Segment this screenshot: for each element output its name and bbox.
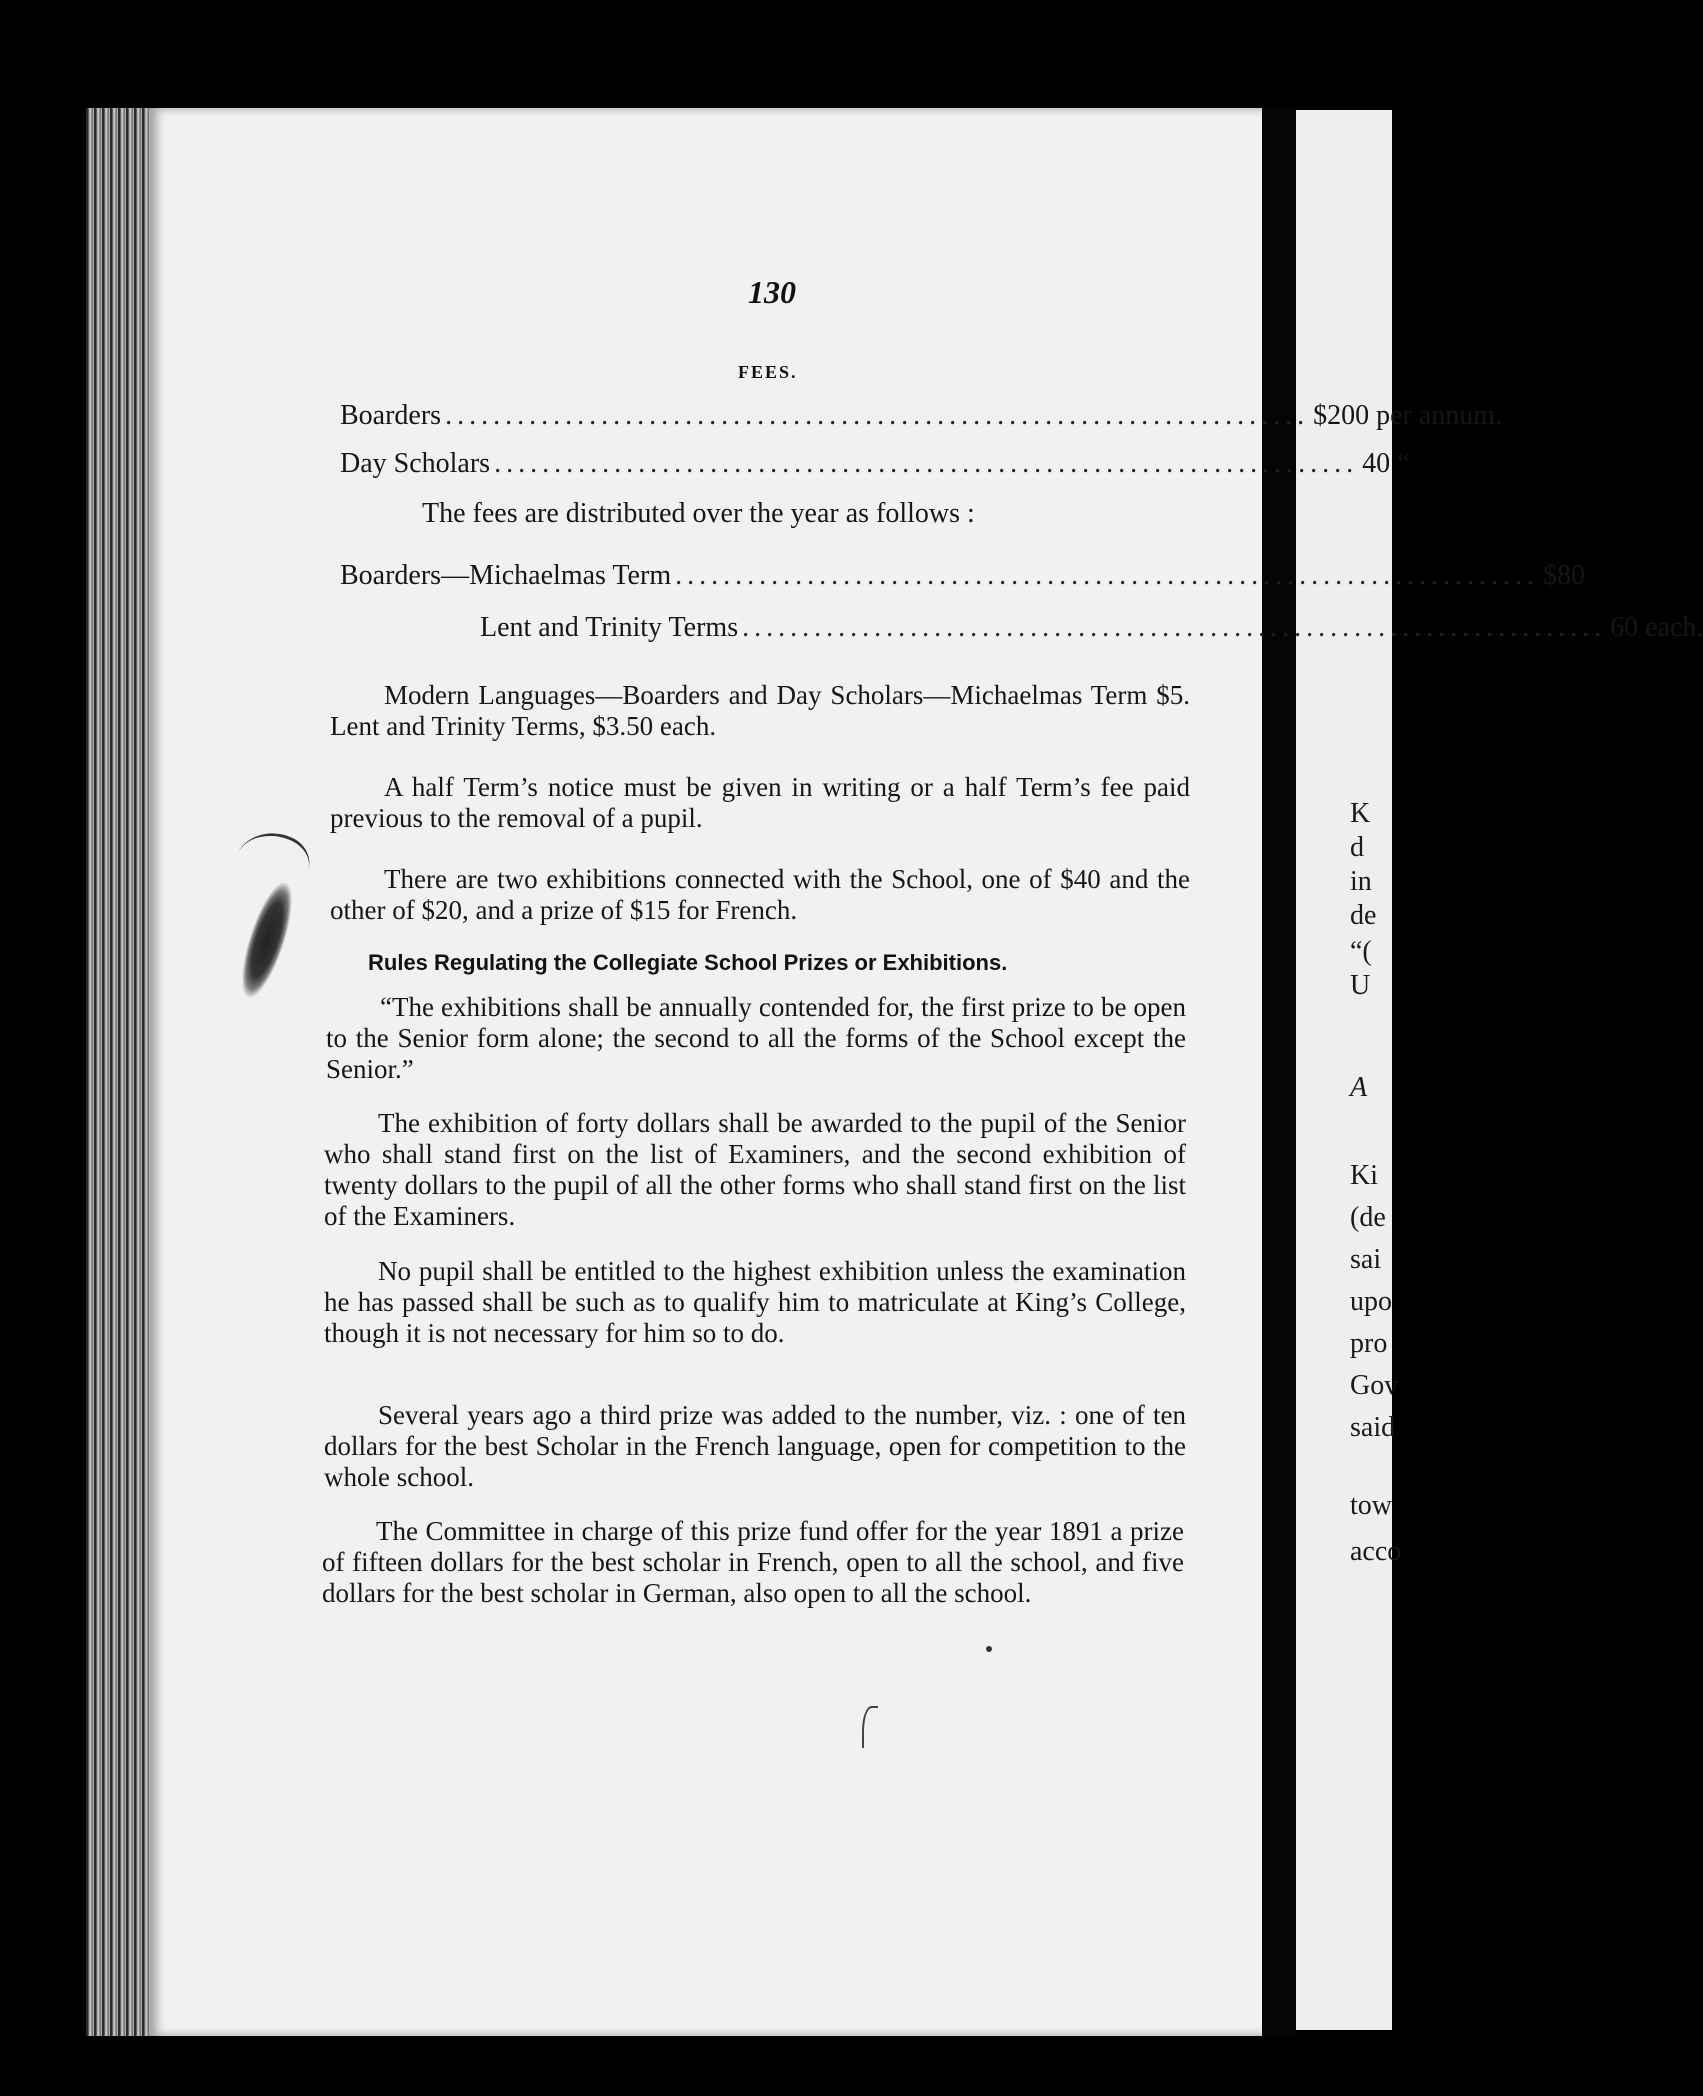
paragraph-third-prize <box>324 1400 1186 1493</box>
ink-speck <box>986 1646 992 1652</box>
fee-amount: 40 “ <box>1362 448 1410 479</box>
paragraph-modern-languages <box>330 680 1190 742</box>
paragraph-notice <box>330 772 1190 834</box>
paragraph-text: The exhibition of forty dollars shall be awarded to the pupil of the Senior who shall stand first on the list of Examiners, and the second exhibition of twenty dollars to the pupil of all the other forms who shall stand first on the list of the Examiners. <box>324 1108 1186 1231</box>
fee-row-day-scholars <box>340 448 1410 480</box>
book-gutter <box>1262 108 1296 2036</box>
facing-page-fragment: Gov <box>1350 1370 1399 1401</box>
facing-page-fragment: U <box>1350 970 1371 1001</box>
scan-border <box>0 0 1392 108</box>
paragraph-highest-exhibition <box>324 1256 1186 1349</box>
facing-page-fragment: said <box>1350 1412 1396 1443</box>
distribution-intro: The fees are distributed over the year as follows : <box>422 498 975 529</box>
term-label: Lent and Trinity Terms <box>480 612 739 643</box>
pen-mark <box>862 1706 878 1748</box>
dot-leader: ........................................................................ <box>675 560 1540 591</box>
fee-label: Boarders <box>340 400 442 431</box>
term-label: Boarders—Michaelmas Term <box>340 560 672 591</box>
paragraph-text: “The exhibitions shall be annually contended for, the first prize to be open to the Senior form alone; the second to all the forms of the School except the Senior.” <box>326 992 1186 1084</box>
paragraph-text: Several years ago a third prize was added to the number, viz. : one of ten dollars for the best Scholar in the French language, open for competition to the whole school. <box>324 1400 1186 1492</box>
paragraph-rule-quote <box>326 992 1186 1085</box>
facing-page-fragment: de <box>1350 900 1377 931</box>
section-title: FEES. <box>738 362 798 382</box>
facing-page-fragment: tow <box>1350 1490 1392 1521</box>
dot-leader: ........................................................................ <box>494 448 1359 479</box>
dot-leader: ........................................................................ <box>742 612 1607 643</box>
facing-page-fragment: in <box>1350 866 1372 897</box>
term-amount: 60 each. <box>1610 612 1703 643</box>
facing-page-fragment: Ki <box>1350 1160 1378 1191</box>
facing-page-fragment: upo <box>1350 1286 1392 1317</box>
paragraph-text: No pupil shall be entitled to the highest exhibition unless the examination he has passed shall be such as to qualify him to matriculate at King’s College, though it is not necessary for him so to do. <box>324 1256 1186 1348</box>
fee-amount: $200 per annum. <box>1313 400 1503 431</box>
term-amount: $80 <box>1543 560 1586 591</box>
paragraph-text: Modern Languages—Boarders and Day Scholars—Michaelmas Term $5. Lent and Trinity Terms, $3.50 each. <box>330 680 1190 741</box>
facing-page-fragment: acco <box>1350 1536 1402 1567</box>
facing-page-fragment: A <box>1350 1072 1368 1103</box>
paragraph-committee <box>322 1516 1184 1609</box>
paragraph-text: A half Term’s notice must be given in writing or a half Term’s fee paid previous to the removal of a pupil. <box>330 772 1190 833</box>
paragraph-text: The Committee in charge of this prize fund offer for the year 1891 a prize of fifteen dollars for the best scholar in French, open to all the school, and five dollars for the best scholar in German, also open to all the school. <box>322 1516 1184 1608</box>
fee-row-boarders <box>340 400 1503 432</box>
facing-page-fragment: d <box>1350 832 1364 863</box>
facing-page-fragment: K <box>1350 798 1371 829</box>
paragraph-forty-dollars <box>324 1108 1186 1232</box>
facing-page <box>1296 110 1402 2030</box>
term-row-lent-trinity <box>480 612 1703 644</box>
paragraph-text: There are two exhibitions connected with the School, one of $40 and the other of $20, and a prize of $15 for French. <box>330 864 1190 925</box>
rules-heading: Rules Regulating the Collegiate School Prizes or Exhibitions. <box>368 950 1008 975</box>
facing-page-fragment: “( <box>1350 936 1372 967</box>
paragraph-exhibitions <box>330 864 1190 926</box>
dot-leader: ........................................................................ <box>445 400 1310 431</box>
term-row-michaelmas <box>340 560 1586 592</box>
facing-page-fragment: sai <box>1350 1244 1382 1275</box>
fee-label: Day Scholars <box>340 448 491 479</box>
facing-page-fragment: pro <box>1350 1328 1388 1359</box>
facing-page-fragment: (de <box>1350 1202 1386 1233</box>
page-number: 130 <box>748 274 796 310</box>
